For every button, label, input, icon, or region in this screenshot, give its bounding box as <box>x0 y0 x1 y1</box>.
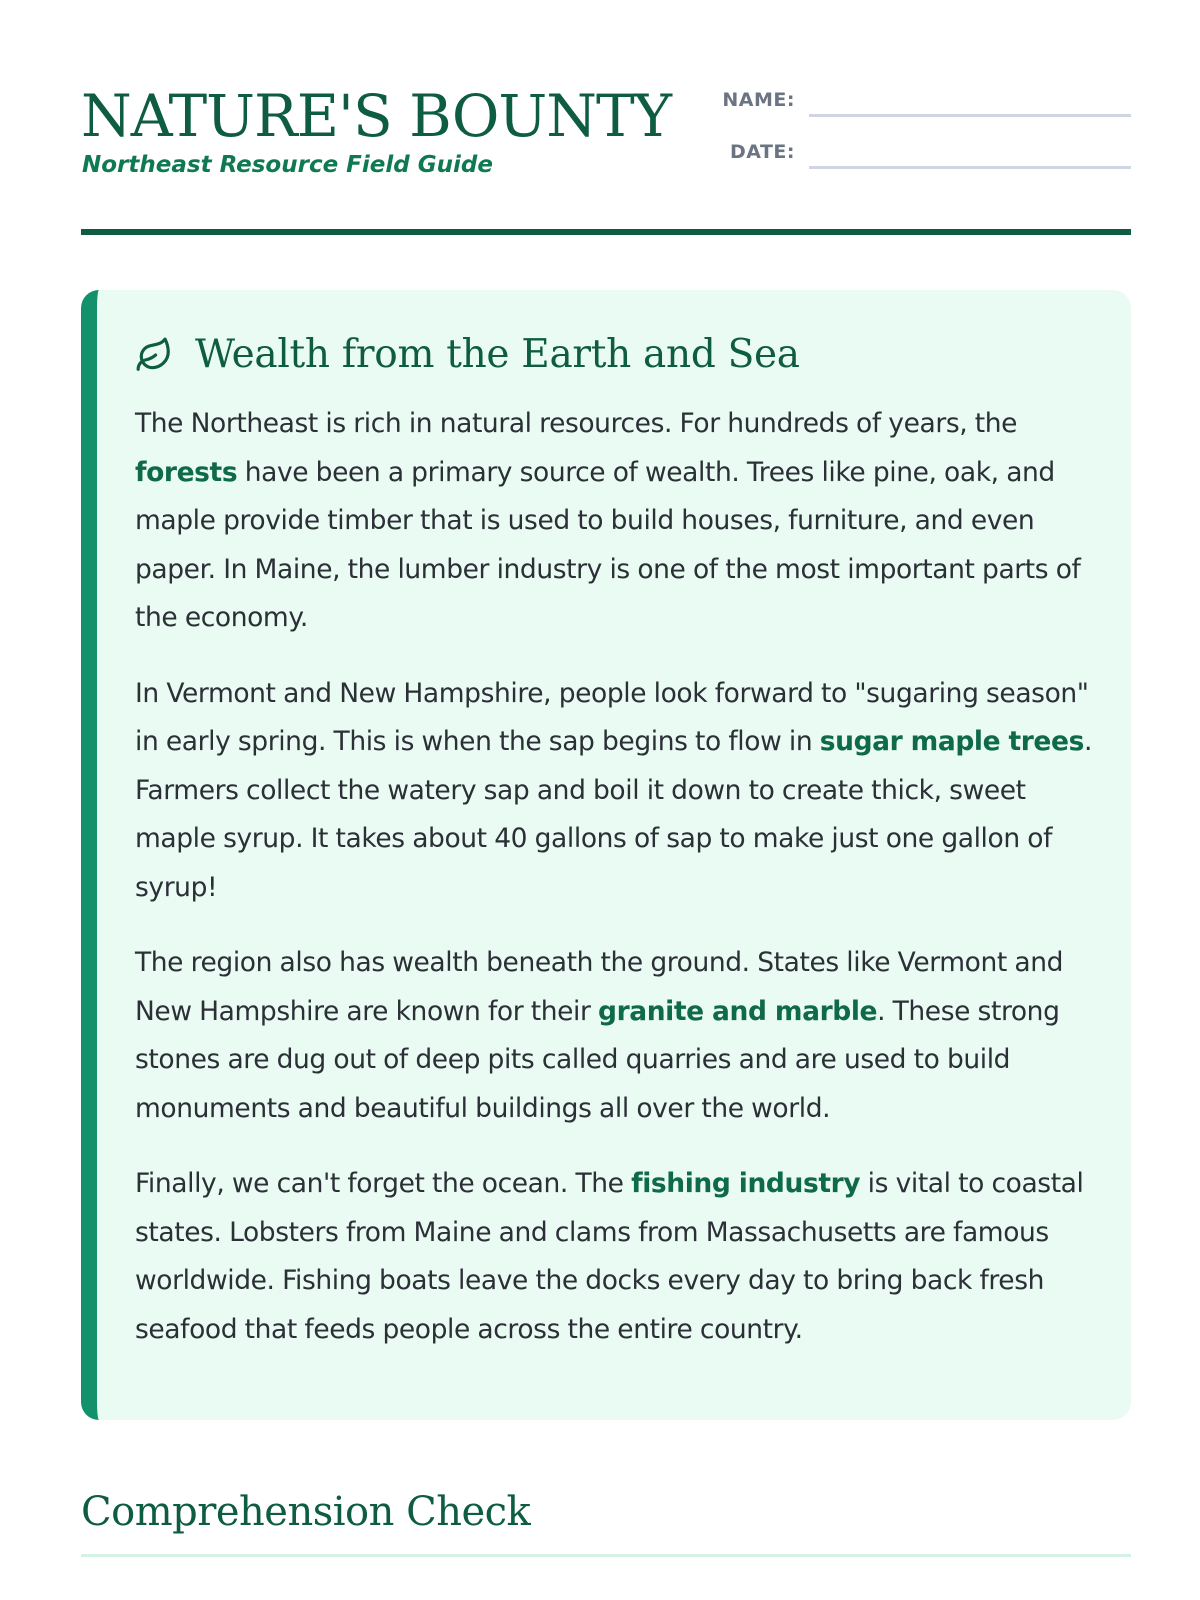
page-subtitle: Northeast Resource Field Guide <box>82 152 493 178</box>
paragraph-text: In Vermont and New Hampshire, people look forward to "sugaring season" in early spring. This is when the sap begins to flow in <box>135 677 1089 757</box>
section-title: Comprehension Check <box>81 1489 531 1535</box>
name-field[interactable] <box>809 86 1131 117</box>
card-title-row <box>135 330 800 380</box>
header-divider <box>81 229 1131 235</box>
paragraph-text: Finally, we can't forget the ocean. The <box>135 1168 632 1199</box>
paragraph-text: The region also has wealth beneath the ground. States like Vermont and New Hampshire are known for their <box>135 947 1064 1027</box>
name-label: NAME: <box>722 89 795 111</box>
paragraph-maple-syrup <box>135 670 1095 913</box>
paragraph-text: . These strong stones are dug out of deep pits called quarries and are used to build monuments and beautiful buildings all over the world. <box>135 995 1060 1124</box>
paragraph-forests <box>135 400 1095 643</box>
highlight-term: forests <box>135 456 238 488</box>
paragraph-text: The Northeast is rich in natural resources. For hundreds of years, the <box>135 408 1018 439</box>
page-title: NATURE'S BOUNTY <box>81 82 672 150</box>
date-field[interactable] <box>809 138 1131 169</box>
paragraph-text: have been a primary source of wealth. Trees like pine, oak, and maple provide timber that is used to build houses, furniture, and even paper. In Maine, the lumber industry is one of the most important parts of the economy. <box>135 456 1081 633</box>
date-label: DATE: <box>729 141 795 163</box>
paragraph-text: . Farmers collect the watery sap and boil it down to create thick, sweet maple syrup. It takes about 40 gallons of sap to make just one gallon of syrup! <box>135 726 1092 903</box>
highlight-term: sugar maple trees <box>819 726 1084 757</box>
paragraph-text: is vital to coastal states. Lobsters from Maine and clams from Massachusetts are famous worldwide. Fishing boats leave the docks every day to bring back fresh seafood that feeds people across the entire country. <box>135 1168 1084 1345</box>
highlight-term: fishing industry <box>631 1168 861 1199</box>
section-divider <box>81 1554 1131 1557</box>
highlight-term: granite and marble <box>598 995 878 1027</box>
card-title: Wealth from the Earth and Sea <box>195 332 800 377</box>
paragraph-granite-marble <box>135 939 1095 1133</box>
date-field-row <box>701 138 1131 168</box>
leaf-icon <box>135 336 173 374</box>
reading-card <box>81 290 1131 1420</box>
paragraph-fishing <box>135 1160 1095 1354</box>
worksheet-page <box>81 0 1131 1535</box>
card-body <box>135 400 1095 1381</box>
name-field-row <box>701 86 1131 116</box>
worksheet-header <box>81 0 1131 236</box>
